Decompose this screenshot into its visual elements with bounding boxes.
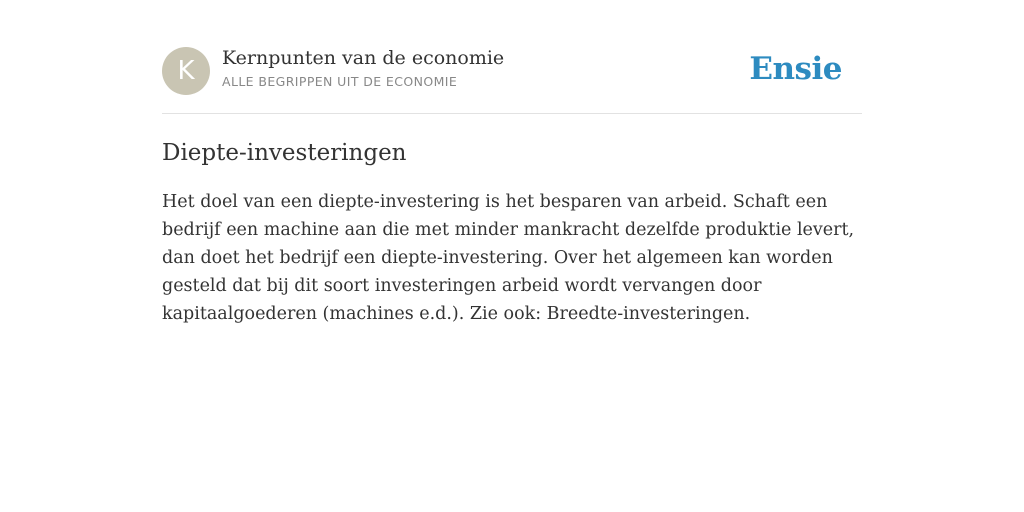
header (162, 0, 862, 114)
brand-logo-link[interactable]: Ensie (749, 51, 842, 87)
site-subtitle: ALLE BEGRIPPEN UIT DE ECONOMIE (222, 74, 458, 89)
article-title: Diepte-investeringen (162, 140, 407, 166)
article (162, 114, 862, 328)
avatar[interactable]: K (162, 47, 210, 95)
page (162, 0, 862, 328)
article-body: Het doel van een diepte-investering is het besparen van arbeid. Schaft een bedrijf een machine aan die met minder mankracht dezelfde produktie levert, dan doet het bedrijf een diepte-investering. Over het algemeen kan worden gesteld dat bij dit soort investeringen arbeid wordt vervangen door kapitaalgoederen (machines e.d.). Zie ook: Breedte-investeringen. (162, 192, 855, 324)
site-title[interactable]: Kernpunten van de economie (222, 47, 505, 69)
